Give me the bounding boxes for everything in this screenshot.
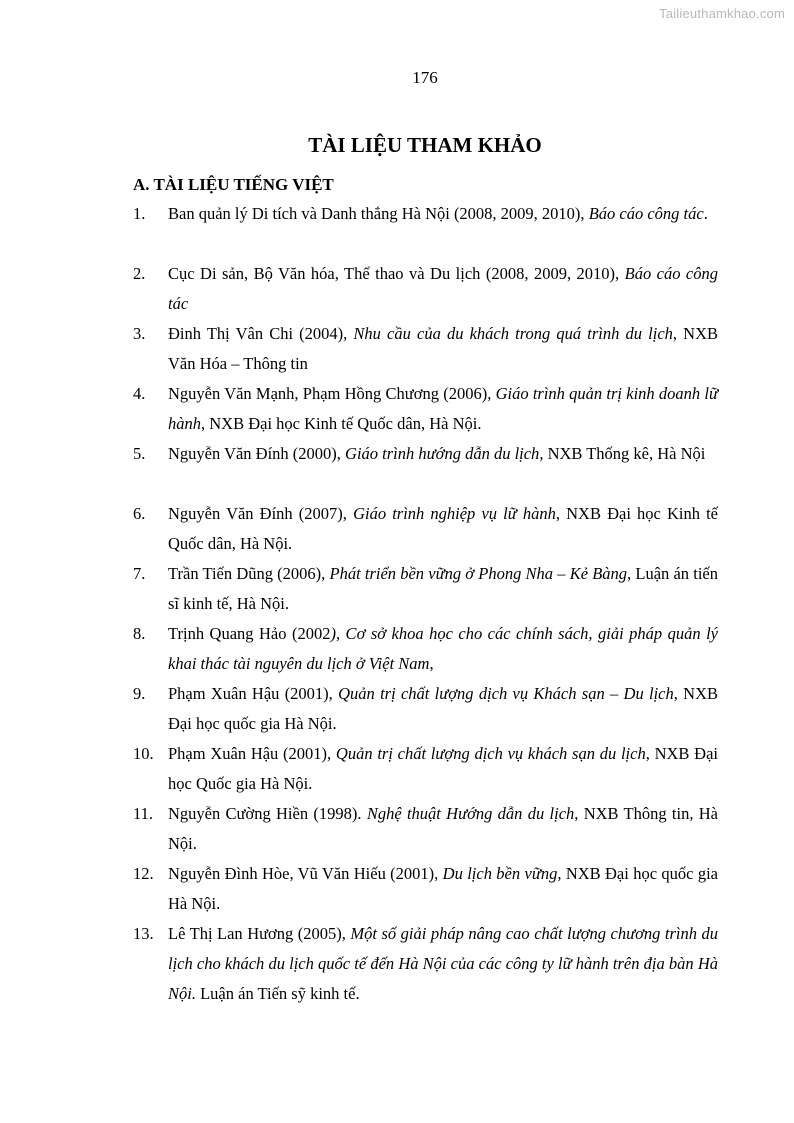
reference-item (0, 919, 794, 1009)
reference-text: Trần Tiến Dũng (2006), Phát triển bền vững ở Phong Nha – Kẻ Bàng, Luận án tiến sĩ kinh tế, Hà Nội. (168, 564, 718, 613)
reference-number: 7. (133, 564, 146, 583)
reference-text: Lê Thị Lan Hương (2005), Một số giải pháp nâng cao chất lượng chương trình du lịch cho khách du lịch quốc tế đến Hà Nội của các công ty lữ hành trên địa bàn Hà Nội. Luận án Tiến sỹ kinh tế. (168, 924, 718, 1003)
reference-number: 4. (133, 384, 146, 403)
reference-number: 12. (133, 864, 154, 883)
reference-item (0, 859, 794, 919)
reference-item (0, 199, 794, 259)
reference-number: 1. (133, 204, 146, 223)
reference-number: 13. (133, 924, 154, 943)
reference-text: Nguyễn Văn Đính (2000), Giáo trình hướng dẫn du lịch, NXB Thống kê, Hà Nội (168, 444, 706, 463)
reference-item (0, 799, 794, 859)
reference-item (0, 439, 794, 499)
reference-number: 6. (133, 504, 146, 523)
reference-text: Nguyễn Cường Hiền (1998). Nghệ thuật Hướng dẫn du lịch, NXB Thông tin, Hà Nội. (168, 804, 719, 853)
reference-text: Nguyễn Văn Đính (2007), Giáo trình nghiệp vụ lữ hành, NXB Đại học Kinh tế Quốc dân, Hà Nội. (168, 504, 719, 553)
reference-item (0, 499, 794, 559)
reference-item (0, 379, 794, 439)
reference-item (0, 739, 794, 799)
page-title: TÀI LIỆU THAM KHẢO (308, 133, 542, 157)
reference-item (0, 259, 794, 319)
reference-number: 8. (133, 624, 146, 643)
reference-text: Cục Di sản, Bộ Văn hóa, Thể thao và Du lịch (2008, 2009, 2010), Báo cáo công tác (168, 264, 718, 313)
reference-text: Ban quản lý Di tích và Danh thắng Hà Nội (2008, 2009, 2010), Báo cáo công tác. (168, 204, 708, 223)
reference-item (0, 559, 794, 619)
reference-item (0, 619, 794, 679)
watermark-text: Tailieuthamkhao.com (659, 6, 785, 21)
reference-item (0, 319, 794, 379)
reference-text: Phạm Xuân Hậu (2001), Quản trị chất lượng dịch vụ Khách sạn – Du lịch, NXB Đại học quốc gia Hà Nội. (168, 684, 718, 733)
reference-number: 3. (133, 324, 146, 343)
reference-text: Nguyễn Đình Hòe, Vũ Văn Hiếu (2001), Du lịch bền vững, NXB Đại học quốc gia Hà Nội. (168, 864, 718, 913)
page-number: 176 (412, 68, 438, 87)
reference-item (0, 679, 794, 739)
reference-number: 9. (133, 684, 146, 703)
reference-text: Trịnh Quang Hảo (2002), Cơ sở khoa học cho các chính sách, giải pháp quản lý khai thác tài nguyên du lịch ở Việt Nam, (168, 624, 718, 673)
section-heading: A. TÀI LIỆU TIẾNG VIỆT (133, 175, 334, 194)
reference-number: 11. (133, 804, 154, 823)
reference-text: Phạm Xuân Hậu (2001), Quản trị chất lượng dịch vụ khách sạn du lịch, NXB Đại học Quốc gia Hà Nội. (168, 744, 718, 793)
reference-list (0, 199, 794, 1009)
reference-text: Đinh Thị Vân Chi (2004), Nhu cầu của du khách trong quá trình du lịch, NXB Văn Hóa – Thông tin (168, 324, 718, 373)
reference-number: 2. (133, 264, 146, 283)
reference-number: 5. (133, 444, 146, 463)
reference-text: Nguyễn Văn Mạnh, Phạm Hồng Chương (2006), Giáo trình quản trị kinh doanh lữ hành, NXB Đại học Kinh tế Quốc dân, Hà Nội. (168, 384, 719, 433)
reference-number: 10. (133, 744, 154, 763)
